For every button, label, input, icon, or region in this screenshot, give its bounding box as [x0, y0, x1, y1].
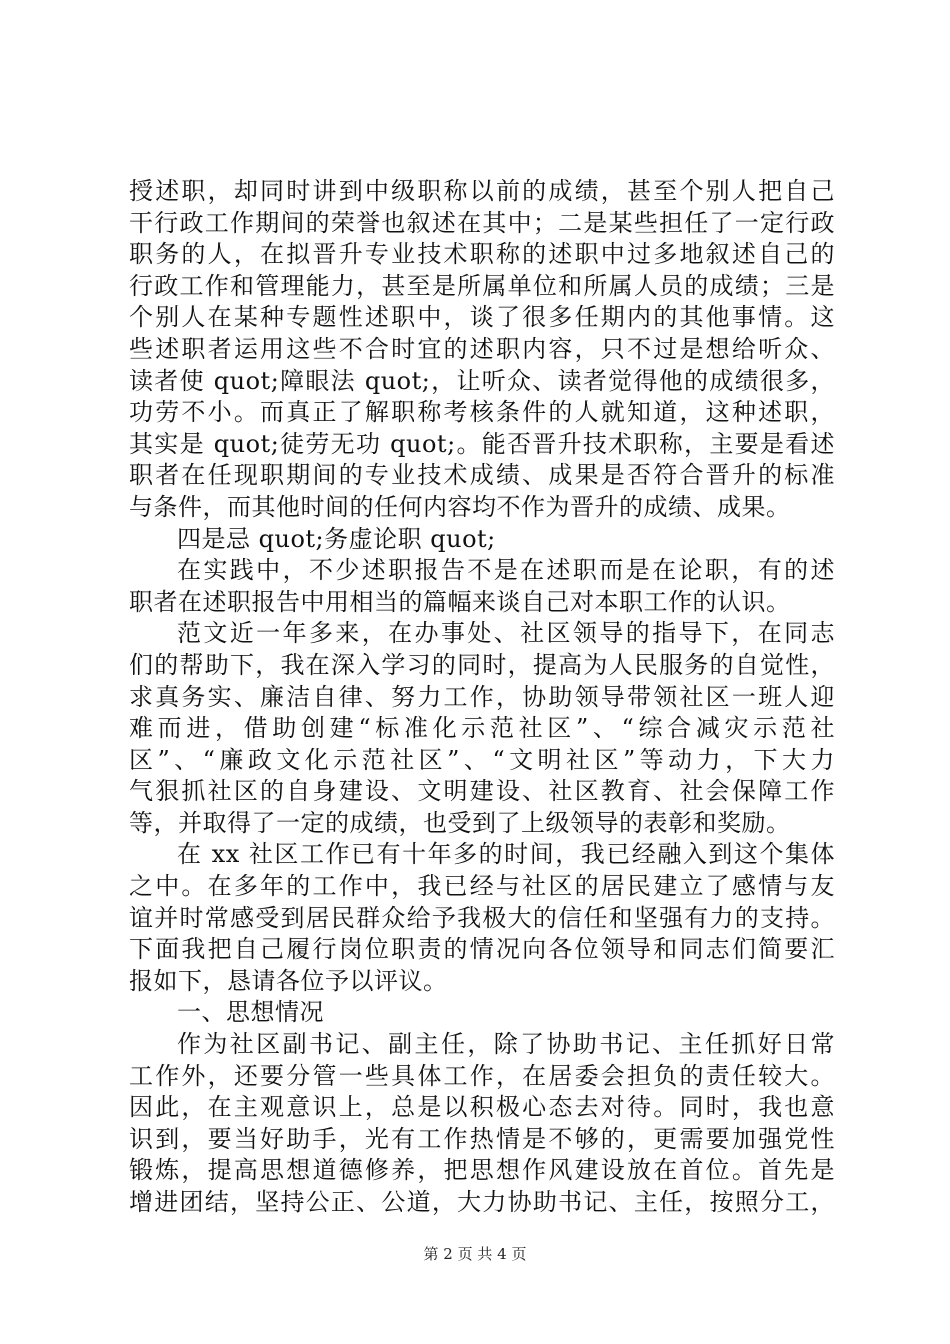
text-line: 气狠抓社区的自身建设、文明建设、社区教育、社会保障工作 [129, 777, 835, 806]
text-line: 因此，在主观意识上，总是以积极心态去对待。同时，我也意 [129, 1093, 835, 1122]
document-body [129, 176, 835, 1219]
text-line: 行政工作和管理能力，甚至是所属单位和所属人员的成绩；三是 [129, 271, 835, 300]
text-line: 职务的人，在拟晋升专业技术职称的述职中过多地叙述自己的 [129, 240, 835, 269]
text-line: 作为社区副书记、副主任，除了协助书记、主任抓好日常 [177, 1030, 835, 1059]
text-line: 报如下，恳请各位予以评议。 [129, 966, 448, 995]
text-line: 谊并时常感受到居民群众给予我极大的信任和坚强有力的支持。 [129, 903, 835, 932]
text-line: 下面我把自己履行岗位职责的情况向各位领导和同志们简要汇 [129, 935, 835, 964]
text-line: 一、思想情况 [177, 998, 324, 1027]
text-line: 职者在任现职期间的专业技术成绩、成果是否符合晋升的标准 [129, 461, 835, 490]
text-line: 范文近一年多来，在办事处、社区领导的指导下，在同志 [177, 619, 835, 648]
text-line: 之中。在多年的工作中，我已经与社区的居民建立了感情与友 [129, 872, 835, 901]
page-footer: 第 2 页 共 4 页 [423, 1245, 527, 1263]
text-line: 工作外，还要分管一些具体工作，在居委会担负的责任较大。 [129, 1061, 835, 1090]
text-line: 们的帮助下，我在深入学习的同时，提高为人民服务的自觉性， [129, 650, 835, 679]
text-line: 在实践中，不少述职报告不是在述职而是在论职，有的述 [177, 556, 835, 585]
text-line: 难而进，借助创建“标准化示范社区”、“综合减灾示范社 [129, 714, 835, 743]
text-line: 等，并取得了一定的成绩，也受到了上级领导的表彰和奖励。 [129, 808, 791, 837]
text-line: 个别人在某种专题性述职中，谈了很多任期内的其他事情。这 [129, 303, 835, 332]
text-line: 功劳不小。而真正了解职称考核条件的人就知道，这种述职， [129, 398, 835, 427]
text-line: 锻炼，提高思想道德修养，把思想作风建设放在首位。首先是 [129, 1156, 835, 1185]
text-line: 干行政工作期间的荣誉也叙述在其中；二是某些担任了一定行政 [129, 208, 835, 237]
text-line: 识到，要当好助手，光有工作热情是不够的，更需要加强党性 [129, 1124, 835, 1153]
text-line: 区”、“廉政文化示范社区”、“文明社区”等动力，下大力 [129, 745, 835, 774]
text-line: 在 xx 社区工作已有十年多的时间，我已经融入到这个集体 [177, 840, 835, 869]
text-line: 与条件，而其他时间的任何内容均不作为晋升的成绩、成果。 [129, 492, 791, 521]
text-line: 些述职者运用这些不合时宜的述职内容，只不过是想给听众、 [129, 334, 835, 363]
text-line: 授述职，却同时讲到中级职称以前的成绩，甚至个别人把自己 [129, 177, 835, 205]
text-line: 读者使 quot;障眼法 quot;，让听众、读者觉得他的成绩很多， [129, 366, 835, 395]
text-line: 四是忌 quot;务虚论职 quot; [177, 524, 496, 553]
text-line: 求真务实、廉洁自律、努力工作，协助领导带领社区一班人迎 [129, 682, 835, 711]
text-line: 增进团结，坚持公正、公道，大力协助书记、主任，按照分工， [129, 1188, 835, 1216]
text-line: 其实是 quot;徒劳无功 quot;。能否晋升技术职称，主要是看述 [129, 429, 835, 458]
text-line: 职者在述职报告中用相当的篇幅来谈自己对本职工作的认识。 [129, 587, 791, 616]
